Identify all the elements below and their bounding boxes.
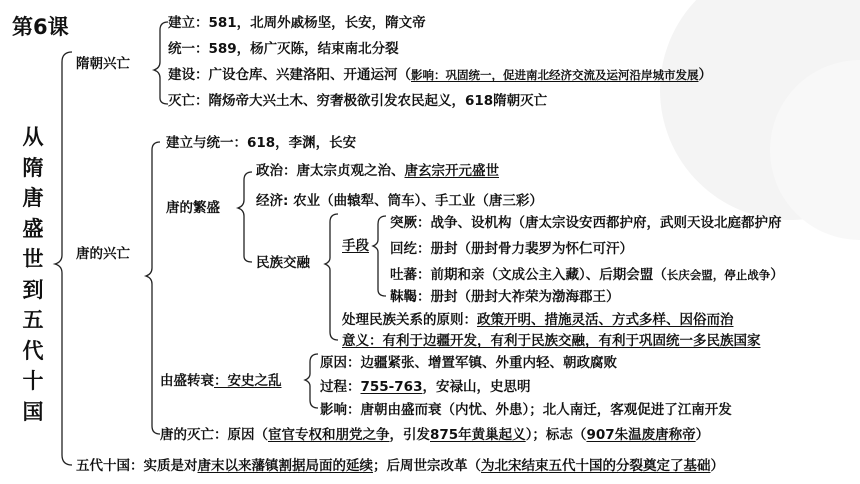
sui-build-effect: 影响：巩固统一，促进南北经济交流及运河沿岸城市发展: [411, 68, 699, 82]
decline-process: [320, 378, 530, 396]
tang-fall-sign: 907朱温废唐称帝: [586, 427, 696, 443]
tang-fall-mid2: ）；标志（: [525, 427, 587, 443]
decline-heading-underlined: ：安史之乱: [214, 373, 282, 389]
five-close: ）: [710, 458, 724, 474]
tang-fall: [160, 426, 709, 444]
main-title-char: 国: [22, 399, 44, 424]
main-title-char: 从: [22, 125, 44, 149]
sui-build: [168, 66, 712, 84]
tang-prosperity-heading: 唐的繁盛: [166, 200, 220, 216]
principle-underlined: 政策开明、措施灵活、方式多样、因俗而治: [477, 312, 734, 328]
decline-effect: 影响：唐朝由盛而衰（内忧、外患）；北人南迁，客观促进了江南开发: [320, 402, 732, 418]
ethnic-heading: 民族交融: [256, 255, 310, 271]
tubo-text: 吐蕃：前期和亲（文成公主入藏）、后期会盟（: [390, 267, 667, 283]
process-label: 过程：: [320, 379, 361, 395]
tang-fall-mid: ，引发: [389, 427, 430, 443]
five-mid: ；后周世宗改革（: [373, 458, 481, 474]
decline-cause: 原因：边疆紧张、增置军镇、外重内轻、朝政腐败: [320, 355, 617, 371]
five-reform: 为北宋结束五代十国的分裂奠定了基础: [481, 458, 711, 474]
ethnic-tujue: 突厥：战争、设机构（唐太宗设安西都护府，武则天设北庭都护府: [390, 215, 782, 231]
ethnic-principle: [342, 311, 734, 329]
main-title-char: 盛: [22, 216, 44, 241]
main-title-char: 唐: [22, 186, 44, 210]
means-label: 手段: [342, 238, 369, 254]
main-title: [18, 122, 48, 427]
main-title-char: 世: [22, 247, 44, 271]
main-title-char: 代: [22, 338, 44, 363]
politics-underlined: 唐玄宗开元盛世: [404, 163, 499, 179]
decline-heading-text: 由盛转衰: [160, 373, 214, 389]
tang-fall-text: 唐的灭亡：原因（: [160, 427, 268, 443]
tang-fall-uprising: 875年黄巢起义: [430, 427, 526, 443]
tang-heading: 唐的兴亡: [76, 246, 130, 262]
ethnic-meaning: 意义：有利于边疆开发，有利于民族交融，有利于巩固统一多民族国家: [342, 333, 761, 349]
tang-economy: 经济: 农业（曲辕犁、筒车）、手工业（唐三彩）: [256, 193, 543, 209]
five-dynasties: [76, 457, 724, 475]
principle-text: 处理民族关系的原则：: [342, 312, 477, 328]
tang-fall-close: ）: [695, 427, 710, 443]
lesson-number: 第6课: [12, 15, 69, 39]
process-rest: ，安禄山，史思明: [422, 379, 531, 395]
decline-heading: [160, 372, 282, 390]
ethnic-tubo: [390, 266, 784, 284]
main-title-char: 到: [22, 277, 44, 302]
five-text: 五代十国：实质是对: [76, 458, 198, 474]
sui-build-text: 建设：广设仓库、兴建洛阳、开通运河（: [168, 67, 411, 83]
sui-fall: 灭亡：隋炀帝大兴土木、穷奢极欲引发农民起义，618隋朝灭亡: [168, 93, 548, 109]
tubo-close: ）: [770, 267, 784, 283]
ethnic-huihe: 回纥：册封（册封骨力裴罗为怀仁可汗）: [390, 241, 633, 257]
main-title-char: 隋: [22, 155, 44, 180]
tang-politics: [256, 162, 499, 180]
process-years: 755-763: [360, 379, 423, 395]
tang-establish: 建立与统一：618，李渊，长安: [166, 135, 357, 151]
sui-establish: 建立：581，北周外戚杨坚，长安，隋文帝: [168, 15, 426, 31]
tubo-small: 长庆会盟，停止战争: [666, 268, 771, 282]
sui-unify: 统一：589，杨广灭陈，结束南北分裂: [168, 41, 399, 57]
tang-fall-cause: 宦官专权和朋党之争: [268, 427, 390, 443]
sui-heading: 隋朝兴亡: [76, 56, 130, 72]
sui-build-close: ）: [698, 67, 712, 83]
ethnic-mohe: 靺鞨：册封（册封大祚荣为渤海郡王）: [390, 289, 620, 305]
main-title-char: 十: [22, 369, 44, 393]
politics-text: 政治：唐太宗贞观之治、: [256, 163, 405, 179]
main-title-char: 五: [22, 308, 44, 332]
five-essence: 唐末以来藩镇割据局面的延续: [197, 458, 373, 474]
